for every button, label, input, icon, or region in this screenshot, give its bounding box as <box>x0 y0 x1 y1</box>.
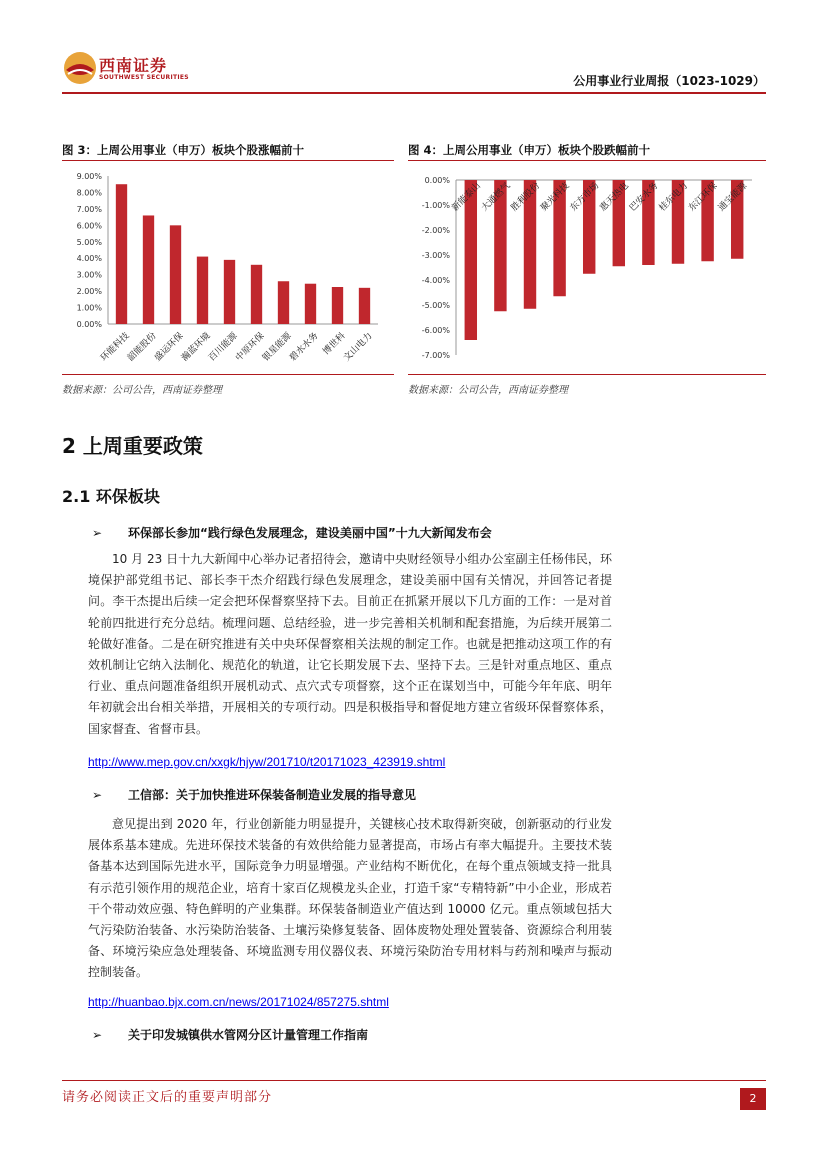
policy-item-1-body: 10 月 23 日十九大新闻中心举办记者招待会，邀请中央财经领导小组办公室副主任杨伟民，环境保护部党组书记、部长李干杰介绍践行绿色发展理念，建设美丽中国有关情况，并回答记者提问。李干杰提出后续一定会把环保督察坚持下去。目前正在抓紧开展以下几方面的工作：一是对首轮前四批进行充分总结。梳理问题、总结经验，进一步完善相关机制和配套措施，为后续开展第二轮做好准备。二是在研究推进有关中央环保督察相关法规的制定工作。也就是把推动这项工作的有效机制让它纳入法制化、规范化的轨道，让它长期发展下去、坚持下去。三是针对重点地区、重点行业、重点问题准备组织开展机动式、点穴式专项督察，这个正在谋划当中，可能今年年底、明年年初就会出台相关举措，开展相关的专项行动。四是积极指导和督促地方建立省级环保督察体系，国家督査、省督市县。 <box>88 552 612 736</box>
figure-4-source: 数据来源：公司公告，西南证券整理 <box>408 385 568 396</box>
x-tick-label: 盛运环保 <box>153 331 186 364</box>
y-tick-label: 5.00% <box>76 237 102 247</box>
y-tick-label: 0.00% <box>424 176 450 185</box>
x-tick-label: 碧水水务 <box>288 331 321 364</box>
y-tick-label: 6.00% <box>76 221 102 231</box>
x-tick-label: 大通燃气 <box>479 181 513 214</box>
footer-disclaimer: 请务必阅读正文后的重要声明部分 <box>62 1090 273 1105</box>
x-tick-label: 胜利股份 <box>509 181 543 214</box>
figure-3-source: 数据来源：公司公告，西南证券整理 <box>62 385 222 396</box>
x-tick-label: 环能科技 <box>99 331 132 364</box>
y-tick-label: 3.00% <box>76 270 102 280</box>
y-tick-label: 1.00% <box>76 303 102 313</box>
subsection-heading: 2.1 环保板块 <box>62 487 160 506</box>
y-tick-label: 0.00% <box>76 320 102 329</box>
x-tick-label: 博世科 <box>321 331 348 358</box>
y-tick-label: 2.00% <box>76 287 102 297</box>
figure-4-chart <box>408 162 766 372</box>
y-tick-label: -2.00% <box>421 226 450 235</box>
y-tick-label: -3.00% <box>421 251 450 260</box>
figure-4-bottom-rule <box>408 374 766 375</box>
y-tick-label: 7.00% <box>76 204 102 214</box>
policy-item-3-title <box>92 1026 368 1043</box>
bar <box>359 288 370 324</box>
x-tick-label: 巴安水务 <box>627 181 661 214</box>
bar <box>224 260 235 324</box>
y-tick-label: -4.00% <box>421 276 450 285</box>
x-tick-label: 中原环保 <box>234 331 267 364</box>
footer-divider <box>62 1080 766 1081</box>
bullet-arrow-icon: ➢ <box>92 788 103 802</box>
bar <box>143 215 154 324</box>
y-tick-label: 8.00% <box>76 188 102 198</box>
policy-item-1-title <box>92 524 492 541</box>
figure-3-bottom-rule <box>62 374 394 375</box>
y-tick-label: 9.00% <box>76 172 102 181</box>
figure-3-chart <box>62 162 394 372</box>
x-tick-label: 百川能源 <box>207 331 240 364</box>
bullet-arrow-icon: ➢ <box>92 1028 103 1042</box>
figure-4-top-rule <box>408 160 766 161</box>
bar <box>170 225 181 324</box>
x-tick-label: 东江环保 <box>687 181 720 214</box>
y-tick-label: -6.00% <box>421 326 450 335</box>
x-tick-label: 东方市场 <box>568 181 602 214</box>
y-tick-label: 4.00% <box>76 254 102 264</box>
y-tick-label: -7.00% <box>421 351 450 360</box>
policy-item-1-link[interactable]: http://www.mep.gov.cn/xxgk/hjyw/201710/t20171023_423919.shtml <box>88 755 446 769</box>
y-tick-label: -1.00% <box>421 201 450 210</box>
x-tick-label: 通宝能源 <box>716 181 750 214</box>
bar <box>197 257 208 324</box>
x-tick-label: 瀚蓝环境 <box>180 331 213 364</box>
policy-item-2-body: 意见提出到 2020 年，行业创新能力明显提升，关键核心技术取得新突破，创新驱动的行业发展体系基本建成。先进环保技术装备的有效供给能力显著提高，市场占有率大幅提升。主要技术装备基本达到国际先进水平，国际竞争力明显增强。产业结构不断优化，在每个重点领域支持一批具有示范引领作用的规范企业，培育十家百亿规模龙头企业，打造千家“专精特新”中小企业，形成若干个带动效应强、特色鲜明的产业集群。环保装备制造业产值达到 10000 亿元。重点领域包括大气污染防治装备、水污染防治装备、土壤污染修复装备、固体废物处理处置装备、资源综合利用装备、环境污染应急处理装备、环境监测专用仪器仪表、环境污染防治专用材料与药剂和噪声与振动控制装备。 <box>88 817 612 980</box>
section-heading: 2 上周重要政策 <box>62 434 203 458</box>
figure-4-svg <box>408 162 766 372</box>
x-tick-label: 惠天热电 <box>598 181 631 214</box>
x-tick-label: 银星能源 <box>261 331 294 364</box>
logo-name-en: SOUTHWEST SECURITIES <box>99 74 189 81</box>
policy-item-2-title <box>92 786 416 803</box>
logo-name-cn: 西南证券 <box>99 56 168 75</box>
policy-item-2-link[interactable]: http://huanbao.bjx.com.cn/news/20171024/857275.shtml <box>88 995 389 1009</box>
bar <box>305 284 316 324</box>
report-title: 公用事业行业周报（1023-1029） <box>573 74 765 88</box>
policy-item-3-title-text: 关于印发城镇供水管网分区计量管理工作指南 <box>128 1028 369 1042</box>
x-tick-label: 桂东电力 <box>657 181 691 214</box>
x-tick-label: 聚光科技 <box>539 181 572 214</box>
y-tick-label: -5.00% <box>421 301 450 310</box>
x-tick-label: 文山电力 <box>342 331 375 364</box>
policy-item-2-title-text: 工信部：关于加快推进环保装备制造业发展的指导意见 <box>128 788 417 802</box>
figure-3-top-rule <box>62 160 394 161</box>
x-tick-label: 韶能股份 <box>126 331 159 364</box>
figure-3-svg <box>62 162 394 372</box>
page-number: 2 <box>740 1088 766 1110</box>
bullet-arrow-icon: ➢ <box>92 526 103 540</box>
bar <box>332 287 343 324</box>
bar <box>116 184 127 324</box>
figure-4-title: 图 4：上周公用事业（申万）板块个股跌幅前十 <box>408 143 651 157</box>
header-divider <box>62 92 766 94</box>
x-tick-label: 新能泰山 <box>450 181 483 214</box>
policy-item-1-title-text: 环保部长参加“践行绿色发展理念，建设美丽中国”十九大新闻发布会 <box>128 526 492 540</box>
figure-3-title: 图 3：上周公用事业（申万）板块个股涨幅前十 <box>62 143 305 157</box>
bar <box>278 281 289 324</box>
bar <box>251 265 262 324</box>
